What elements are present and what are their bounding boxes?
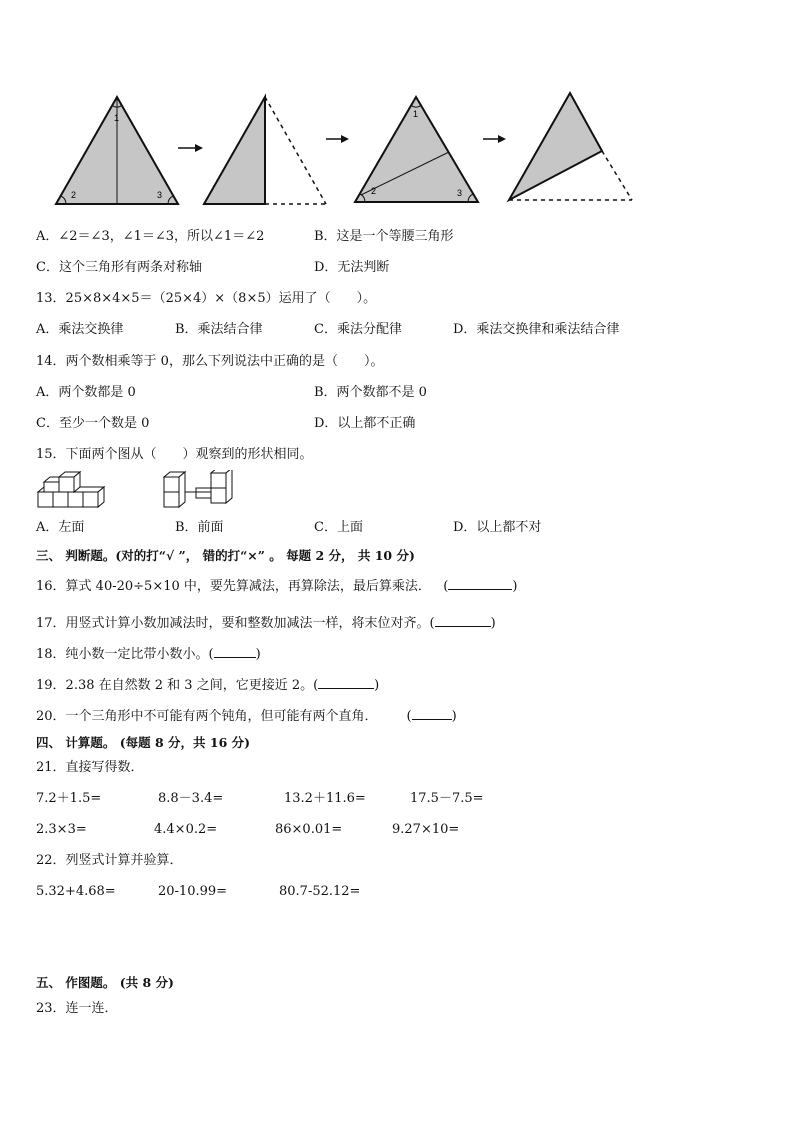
q19-answer-blank[interactable] bbox=[318, 676, 374, 689]
q14-option-b[interactable]: B．两个数都不是 0 bbox=[314, 385, 427, 400]
q22-problem: 5.32+4.68= bbox=[36, 884, 116, 899]
section-5-heading: 五、 作图题。 (共 8 分) bbox=[36, 975, 174, 990]
arrow-icon bbox=[178, 144, 203, 152]
cube-figure-b bbox=[164, 470, 232, 507]
figure-2-folded bbox=[204, 97, 326, 204]
q23-stem: 23．连一连． bbox=[36, 1001, 118, 1016]
q17-row bbox=[36, 614, 496, 632]
q20-text: 20．一个三角形中不可能有两个钝角，但可能有两个直角． bbox=[36, 709, 378, 724]
q12-option-b[interactable]: B．这是一个等腰三角形 bbox=[314, 229, 454, 244]
cube-figure-a bbox=[38, 472, 104, 507]
q14-stem: 14．两个数相乘等于 0，那么下列说法中正确的是（ ）。 bbox=[36, 354, 384, 369]
arrow-icon bbox=[483, 135, 506, 143]
angle-3-label: 3 bbox=[457, 188, 463, 198]
arrow-icon bbox=[326, 135, 349, 143]
q13-option-c[interactable]: C．乘法分配律 bbox=[314, 322, 402, 337]
q22-stem: 22．列竖式计算并验算． bbox=[36, 853, 183, 868]
section-4-heading: 四、 计算题。 (每题 8 分，共 16 分) bbox=[36, 735, 251, 750]
q14-option-a[interactable]: A．两个数都是 0 bbox=[36, 385, 136, 400]
angle-2-label: 2 bbox=[371, 186, 377, 196]
q21-problem: 17.5－7.5= bbox=[410, 791, 484, 806]
angle-1-label: 1 bbox=[114, 113, 120, 123]
q20-open-paren: ( bbox=[406, 709, 412, 724]
q16-row bbox=[36, 577, 517, 595]
q16-text: 16．算式 40-20÷5×10 中，要先算减法，再算除法，最后算乘法． bbox=[36, 579, 431, 594]
q16-open-paren: ( bbox=[443, 579, 449, 594]
figure-1-triangle bbox=[56, 97, 178, 204]
q21-problem: 7.2＋1.5= bbox=[36, 791, 102, 806]
q15-stem: 15．下面两个图从（ ）观察到的形状相同。 bbox=[36, 447, 313, 462]
q20-answer-blank[interactable] bbox=[412, 707, 452, 720]
q16-close-paren: ) bbox=[512, 579, 518, 594]
angle-2-label: 2 bbox=[71, 190, 77, 200]
angle-1-label: 1 bbox=[413, 109, 419, 119]
q21-problem: 2.3×3= bbox=[36, 822, 87, 837]
q21-problem: 9.27×10= bbox=[392, 822, 460, 837]
q22-problem: 80.7-52.12= bbox=[279, 884, 361, 899]
q21-stem: 21．直接写得数． bbox=[36, 760, 144, 775]
q20-row bbox=[36, 707, 457, 725]
q15-cube-figures bbox=[36, 470, 256, 514]
q13-option-b[interactable]: B．乘法结合律 bbox=[175, 322, 263, 337]
q19-text: 19．2.38 在自然数 2 和 3 之间，它更接近 2。( bbox=[36, 678, 319, 693]
q17-answer-blank[interactable] bbox=[435, 614, 491, 627]
q19-close-paren: ) bbox=[374, 678, 380, 693]
figure-4-folded bbox=[509, 93, 632, 200]
q18-close-paren: ) bbox=[255, 647, 261, 662]
q19-row bbox=[36, 676, 379, 694]
q15-option-a[interactable]: A．左面 bbox=[36, 520, 85, 535]
q12-option-a[interactable]: A．∠2＝∠3，∠1＝∠3，所以∠1＝∠2 bbox=[36, 229, 265, 244]
q18-text: 18．纯小数一定比带小数小。( bbox=[36, 647, 214, 662]
q17-close-paren: ) bbox=[490, 616, 496, 631]
q16-answer-blank[interactable] bbox=[448, 577, 512, 590]
q12-option-d[interactable]: D．无法判断 bbox=[314, 260, 390, 275]
q21-problem: 13.2＋11.6= bbox=[284, 791, 366, 806]
q17-text: 17．用竖式计算小数加减法时，要和整数加减法一样，将末位对齐。( bbox=[36, 616, 435, 631]
triangle-figures bbox=[0, 85, 794, 215]
q20-close-paren: ) bbox=[451, 709, 457, 724]
q12-option-c[interactable]: C．这个三角形有两条对称轴 bbox=[36, 260, 202, 275]
q13-option-a[interactable]: A．乘法交换律 bbox=[36, 322, 124, 337]
q15-option-c[interactable]: C．上面 bbox=[314, 520, 363, 535]
q15-option-b[interactable]: B．前面 bbox=[175, 520, 224, 535]
angle-3-label: 3 bbox=[157, 190, 163, 200]
section-3-heading: 三、 判断题。(对的打“√ ”， 错的打“×” 。 每题 2 分， 共 10 分) bbox=[36, 548, 415, 563]
figure-3-triangle bbox=[355, 97, 478, 202]
q18-answer-blank[interactable] bbox=[214, 645, 256, 658]
q21-problem: 8.8－3.4= bbox=[158, 791, 224, 806]
q21-problem: 86×0.01= bbox=[275, 822, 343, 837]
q13-option-d[interactable]: D．乘法交换律和乘法结合律 bbox=[453, 322, 620, 337]
q13-stem: 13．25×8×4×5＝（25×4）×（8×5）运用了（ ）。 bbox=[36, 291, 377, 306]
q14-option-c[interactable]: C．至少一个数是 0 bbox=[36, 416, 150, 431]
q22-problem: 20-10.99= bbox=[158, 884, 228, 899]
q14-option-d[interactable]: D．以上都不正确 bbox=[314, 416, 416, 431]
q21-problem: 4.4×0.2= bbox=[154, 822, 218, 837]
q15-option-d[interactable]: D．以上都不对 bbox=[453, 520, 542, 535]
q18-row bbox=[36, 645, 261, 663]
